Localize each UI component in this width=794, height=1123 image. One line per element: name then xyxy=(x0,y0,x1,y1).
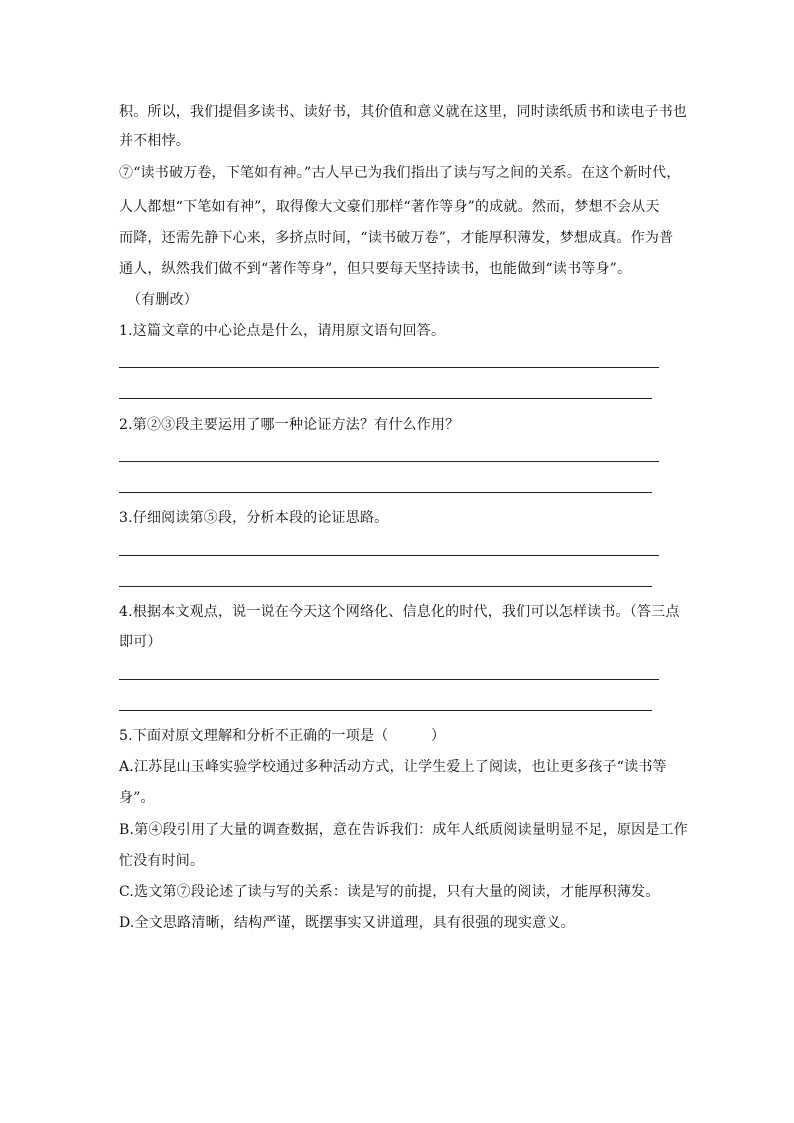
answer-line[interactable] xyxy=(119,555,659,556)
question-2: 2.第②③段主要运用了哪一种论证方法？有什么作用？ xyxy=(119,417,460,433)
option-b-line1: B.第④段引用了大量的调查数据，意在告诉我们：成年人纸质阅读量明显不足，原因是工作 xyxy=(119,822,688,838)
question-4-line2: 即可） xyxy=(119,634,162,650)
option-c: C.选文第⑦段论述了读与写的关系：读是写的前提，只有大量的阅读，才能厚积薄发。 xyxy=(119,884,660,900)
answer-line[interactable] xyxy=(119,492,652,493)
answer-line[interactable] xyxy=(119,461,659,462)
passage-p7-line4: 通人，纵然我们做不到“著作等身”，但只要每天坚持读书，也能做到“读书等身”。 xyxy=(119,261,632,277)
passage-p7-line2: 人人都想“下笔如有神”，取得像大文豪们那样“著作等身”的成就。然而，梦想不会从天 xyxy=(119,199,660,215)
answer-line[interactable] xyxy=(119,398,652,399)
source-note: （有删改） xyxy=(127,292,198,308)
option-a-line1: A.江苏昆山玉峰实验学校通过多种活动方式，让学生爱上了阅读，也让更多孩子“读书等 xyxy=(119,759,667,775)
option-b-line2: 忙没有时间。 xyxy=(119,853,205,869)
answer-line[interactable] xyxy=(119,679,659,680)
question-1: 1.这篇文章的中心论点是什么，请用原文语句回答。 xyxy=(119,323,446,339)
option-a-line2: 身”。 xyxy=(119,790,155,806)
answer-line[interactable] xyxy=(119,586,652,587)
passage-p7-line1: ⑦“读书破万卷，下笔如有神。”古人早已为我们指出了读与写之间的关系。在这个新时代， xyxy=(119,165,681,181)
answer-line[interactable] xyxy=(119,367,659,368)
passage-p6-line1: 积。所以，我们提倡多读书、读好书，其价值和意义就在这里，同时读纸质书和读电子书也 xyxy=(119,104,687,120)
passage-p6-line2: 并不相悖。 xyxy=(119,133,190,149)
question-4-line1: 4.根据本文观点，说一说在今天这个网络化、信息化的时代，我们可以怎样读书。（答三点 xyxy=(119,604,680,620)
question-3: 3.仔细阅读第⑤段，分析本段的论证思路。 xyxy=(119,510,389,526)
answer-line[interactable] xyxy=(119,710,652,711)
question-5: 5.下面对原文理解和分析不正确的一项是（ ） xyxy=(119,728,446,744)
option-d: D.全文思路清晰，结构严谨，既摆事实又讲道理，具有很强的现实意义。 xyxy=(119,915,575,931)
passage-p7-line3: 而降，还需先静下心来，多挤点时间，“读书破万卷”，才能厚积薄发，梦想成真。作为普 xyxy=(119,230,674,246)
